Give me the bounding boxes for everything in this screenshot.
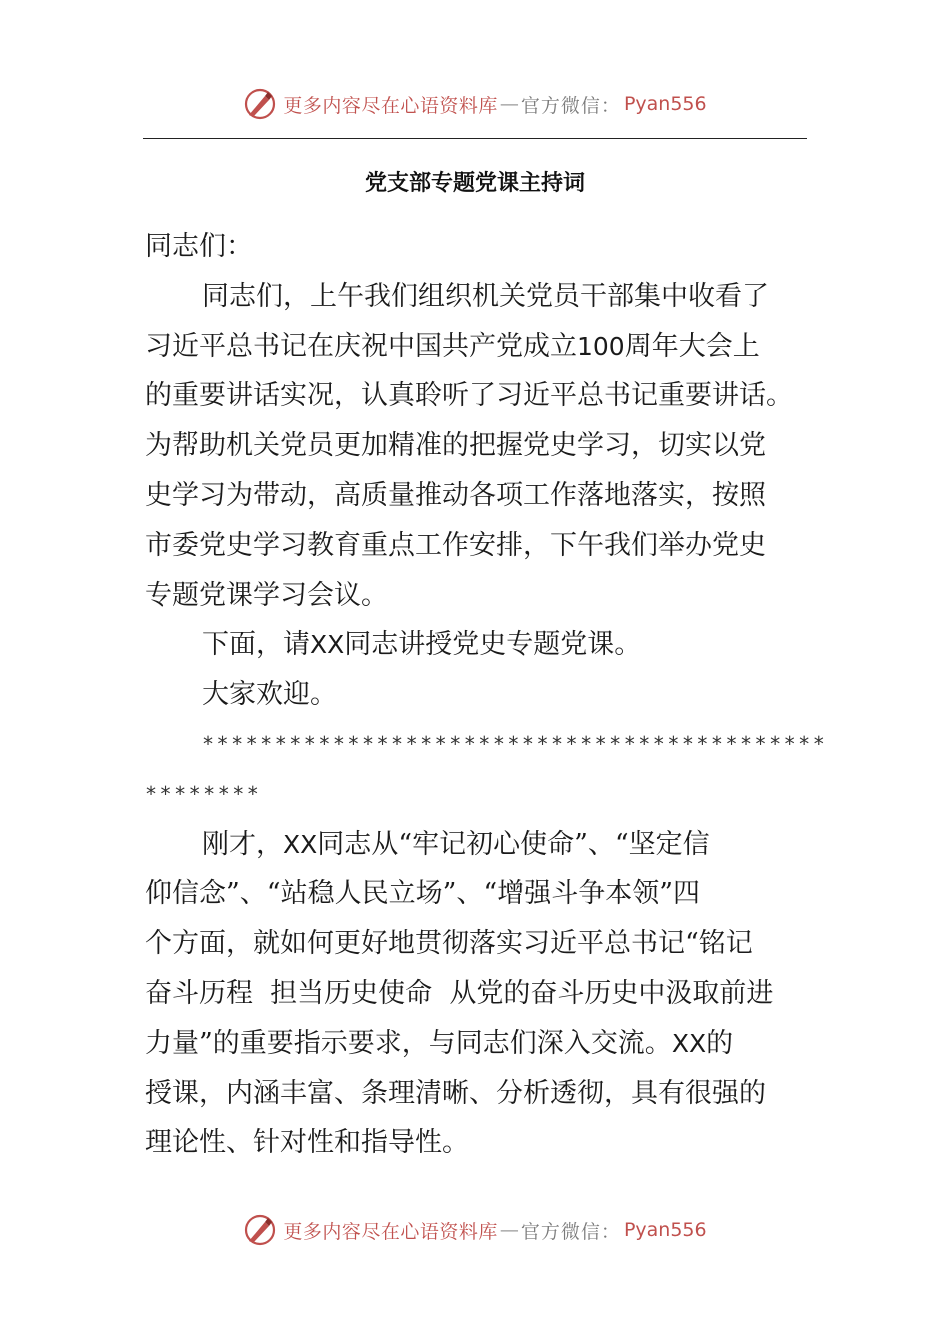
banner-text: 更多内容尽在心语资料库 [283, 94, 498, 117]
para2-a: 下面，请 [202, 629, 310, 661]
pen-nib-logo-icon [243, 87, 277, 121]
header-divider [143, 138, 807, 139]
para4-line3: 个方面，就如何更好地贯彻落实习近平总书记“铭记 [145, 928, 753, 960]
para4-line6: 授课，内涵丰富、条理清晰、分析透彻，具有很强的 [145, 1077, 766, 1109]
para1-line2-b: 周年大会上 [624, 330, 760, 362]
banner-dash: — [499, 93, 519, 115]
para1-line6: 市委党史学习教育重点工作安排，下午我们举办党史 [145, 529, 766, 561]
para4-line1 [145, 820, 820, 870]
separator-stars-line2: ******** [145, 781, 262, 806]
para1-line3: 的重要讲话实况，认真聆听了习近平总书记重要讲话。 [145, 380, 793, 412]
para4-line1-a: 刚才， [202, 828, 283, 860]
para2-b: 同志讲授党史专题党课。 [344, 629, 642, 661]
banner-dash: — [499, 1219, 519, 1241]
banner-wechat-id: Pyan556 [623, 1219, 707, 1241]
banner-text: 更多内容尽在心语资料库 [283, 1220, 498, 1243]
para2-xx: XX [310, 630, 345, 660]
para1-line7: 专题党课学习会议。 [145, 579, 388, 611]
header-banner [0, 82, 950, 126]
para1-line2-number: 100 [577, 331, 625, 361]
para4-line7: 理论性、针对性和指导性。 [145, 1127, 469, 1159]
para1-line2 [145, 322, 820, 372]
para3: 大家欢迎。 [202, 679, 337, 711]
para1-line1: 同志们，上午我们组织机关党员干部集中收看了 [202, 280, 769, 312]
pen-nib-logo-icon [243, 1213, 277, 1247]
document-body [145, 222, 828, 1168]
para4-line2: 仰信念”、“站稳人民立场”、“增强斗争本领”四 [145, 878, 701, 910]
para4-line5-a: 力量”的重要指示要求，与同志们深入交流。 [145, 1027, 672, 1059]
banner-wechat-label: 官方微信 [520, 94, 601, 117]
para2 [145, 620, 820, 670]
banner-colon: ： [600, 94, 620, 117]
banner-wechat-id: Pyan556 [623, 93, 707, 115]
para4-line5-xx: XX [671, 1028, 707, 1058]
para4-line1-xx: XX [283, 829, 318, 859]
separator-stars-line1: ******************************************* [202, 731, 828, 756]
para1-line4: 为帮助机关党员更加精准的把握党史学习，切实以党 [145, 430, 766, 462]
para4-line4: 奋斗历程 担当历史使命 从党的奋斗历史中汲取前进 [145, 977, 774, 1009]
banner-wechat-label: 官方微信 [520, 1220, 601, 1243]
para4-line5 [145, 1019, 820, 1069]
para1-line2-a: 习近平总书记在庆祝中国共产党成立 [145, 330, 577, 362]
banner-colon: ： [600, 1220, 620, 1243]
salutation: 同志们： [145, 231, 253, 262]
para4-line1-b: 同志从“牢记初心使命”、“坚定信 [317, 828, 710, 860]
para4-line5-b: 的 [706, 1027, 734, 1059]
document-title: 党支部专题党课主持词 [364, 170, 585, 196]
para1-line5: 史学习为带动，高质量推动各项工作落地落实，按照 [145, 479, 766, 511]
footer-banner [0, 1208, 950, 1252]
